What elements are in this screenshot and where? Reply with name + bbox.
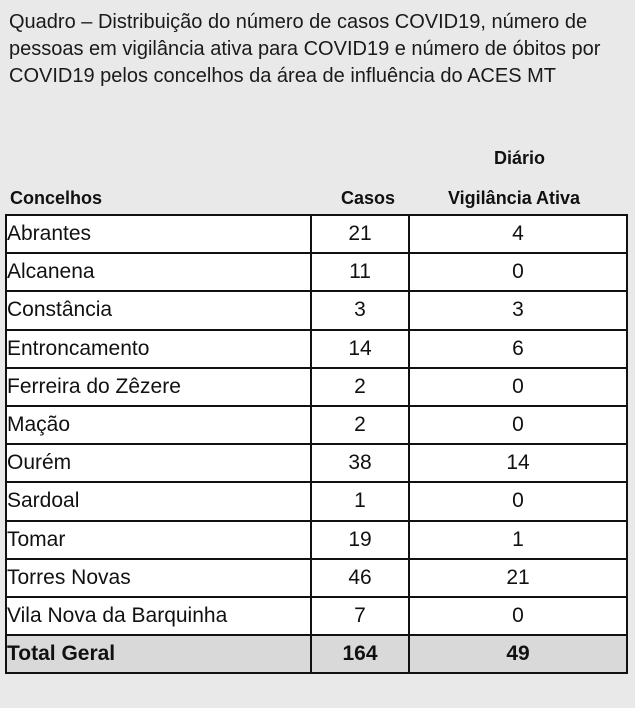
cases-cell: 19 [311,521,409,559]
surveillance-cell: 0 [409,368,627,406]
table-row [6,291,627,329]
surveillance-cell: 0 [409,482,627,520]
surveillance-cell: 14 [409,444,627,482]
total-surveillance-cell: 49 [409,635,627,673]
table-row [6,253,627,291]
municipality-cell: Ferreira do Zêzere [6,368,311,406]
cases-cell: 46 [311,559,409,597]
municipality-cell: Mação [6,406,311,444]
cases-cell: 21 [311,215,409,253]
surveillance-column-header: Vigilância Ativa [448,188,581,208]
table-caption: Quadro – Distribuição do número de casos COVID19, número de pessoas em vigilância ativa para COVID19 e número de óbitos por COVID19 pelos concelhos da área de influência do ACES MT [9,11,601,87]
table-row [6,597,627,635]
surveillance-cell: 3 [409,291,627,329]
municipality-cell: Vila Nova da Barquinha [6,597,311,635]
municipality-column-header: Concelhos [10,188,103,208]
surveillance-cell: 6 [409,330,627,368]
cases-cell: 2 [311,368,409,406]
table-body [6,215,627,673]
municipality-cell: Abrantes [6,215,311,253]
municipality-cell: Sardoal [6,482,311,520]
municipality-cell: Torres Novas [6,559,311,597]
table-row [6,444,627,482]
surveillance-cell: 21 [409,559,627,597]
cases-column-header: Casos [341,188,396,208]
table-row [6,215,627,253]
municipality-cell: Ourém [6,444,311,482]
cases-cell: 2 [311,406,409,444]
total-label-cell: Total Geral [6,635,311,673]
cases-cell: 38 [311,444,409,482]
period-header: Diário [494,148,546,168]
table-row [6,559,627,597]
surveillance-cell: 0 [409,253,627,291]
municipality-cell: Constância [6,291,311,329]
municipality-cell: Tomar [6,521,311,559]
municipality-cell: Alcanena [6,253,311,291]
surveillance-cell: 0 [409,406,627,444]
table-row [6,368,627,406]
cases-cell: 11 [311,253,409,291]
cases-cell: 3 [311,291,409,329]
table-row [6,406,627,444]
table-row [6,482,627,520]
municipality-cell: Entroncamento [6,330,311,368]
table-row [6,521,627,559]
surveillance-cell: 0 [409,597,627,635]
total-row [6,635,627,673]
cases-cell: 7 [311,597,409,635]
cases-cell: 14 [311,330,409,368]
table-row [6,330,627,368]
covid-table [5,214,628,674]
surveillance-cell: 1 [409,521,627,559]
surveillance-cell: 4 [409,215,627,253]
total-cases-cell: 164 [311,635,409,673]
cases-cell: 1 [311,482,409,520]
